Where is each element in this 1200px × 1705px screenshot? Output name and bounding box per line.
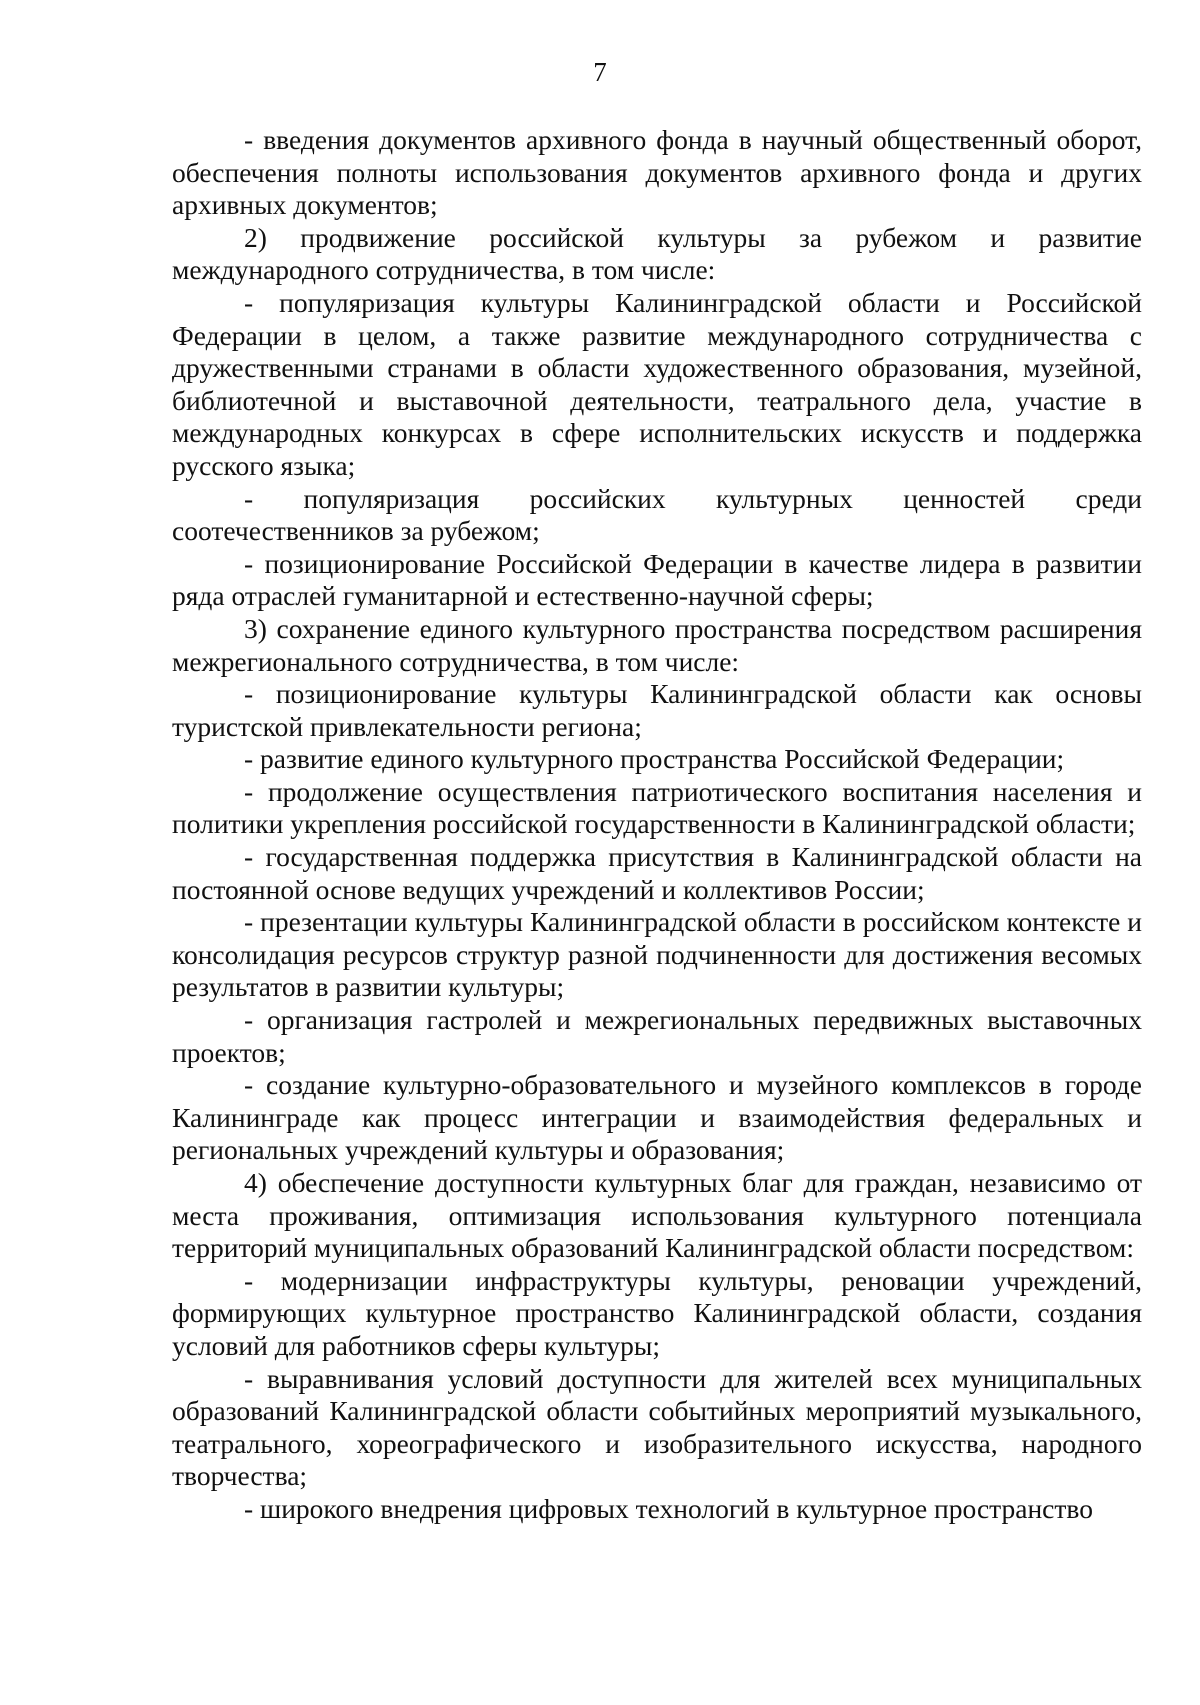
paragraph-popularization-values: - популяризация российских культурных ценностей среди соотечественников за рубежом; [172, 482, 1142, 547]
paragraph-state-support: - государственная поддержка присутствия в Калининградской области на постоянной основе ведущих учреждений и коллективов России; [172, 841, 1142, 905]
paragraph-digital-technologies: - широкого внедрения цифровых технологий в культурное пространство [244, 1492, 1093, 1524]
paragraph-popularization-culture: - популяризация культуры Калининградской области и Российской Федерации в целом, а также развитие международного сотрудничества с дружественными странами в области художественного образования, музейной, библиотечной и выставочной деятельности, театрального дела, участие в международных конкурсах в сфере исполнительских искусств и поддержка русского языка; [172, 286, 1142, 481]
paragraph-tourist-attractiveness: - позиционирование культуры Калининградской области как основы туристской привлекательности региона; [172, 678, 1142, 742]
paragraph-positioning-leader: - позиционирование Российской Федерации в качестве лидера в развитии ряда отраслей гуманитарной и естественно-научной сферы; [172, 547, 1142, 612]
paragraph-infrastructure-modernization: - модернизации инфраструктуры культуры, реновации учреждений, формирующих культурное пространство Калининградской области, создания условий для работников сферы культуры; [172, 1264, 1142, 1361]
page-number: 7 [593, 57, 607, 87]
paragraph-museum-complexes: - создание культурно-образовательного и музейного комплексов в городе Калининграде как процесс интеграции и взаимодействия федеральных и региональных учреждений культуры и образования; [172, 1069, 1142, 1166]
paragraph-item-3-heading: 3) сохранение единого культурного пространства посредством расширения межрегионального сотрудничества, в том числе: [172, 612, 1142, 677]
document-body [172, 124, 1142, 1526]
paragraph-accessibility-equalization: - выравнивания условий доступности для жителей всех муниципальных образований Калининградской области событийных мероприятий музыкального, театрального, хореографического и изобразительного искусства, народного творчества; [172, 1362, 1142, 1492]
paragraph-archive-documents: - введения документов архивного фонда в научный общественный оборот, обеспечения полноты использования документов архивного фонда и других архивных документов; [172, 124, 1142, 221]
paragraph-unified-cultural-space: - развитие единого культурного пространства Российской Федерации; [244, 743, 1065, 775]
paragraph-patriotic-education: - продолжение осуществления патриотического воспитания населения и политики укрепления российской государственности в Калининградской области; [172, 775, 1142, 840]
paragraph-item-2-heading: 2) продвижение российской культуры за рубежом и развитие международного сотрудничества, в том числе: [172, 221, 1142, 286]
paragraph-tours-exhibitions: - организация гастролей и межрегиональных передвижных выставочных проектов; [172, 1004, 1142, 1068]
paragraph-culture-presentation: - презентации культуры Калининградской области в российском контексте и консолидация ресурсов структур разной подчиненности для достижения весомых результатов в развитии культуры; [172, 906, 1142, 1003]
paragraph-item-4-heading: 4) обеспечение доступности культурных благ для граждан, независимо от места проживания, оптимизация использования культурного потенциала территорий муниципальных образований Калининградской области посредством: [172, 1167, 1142, 1264]
